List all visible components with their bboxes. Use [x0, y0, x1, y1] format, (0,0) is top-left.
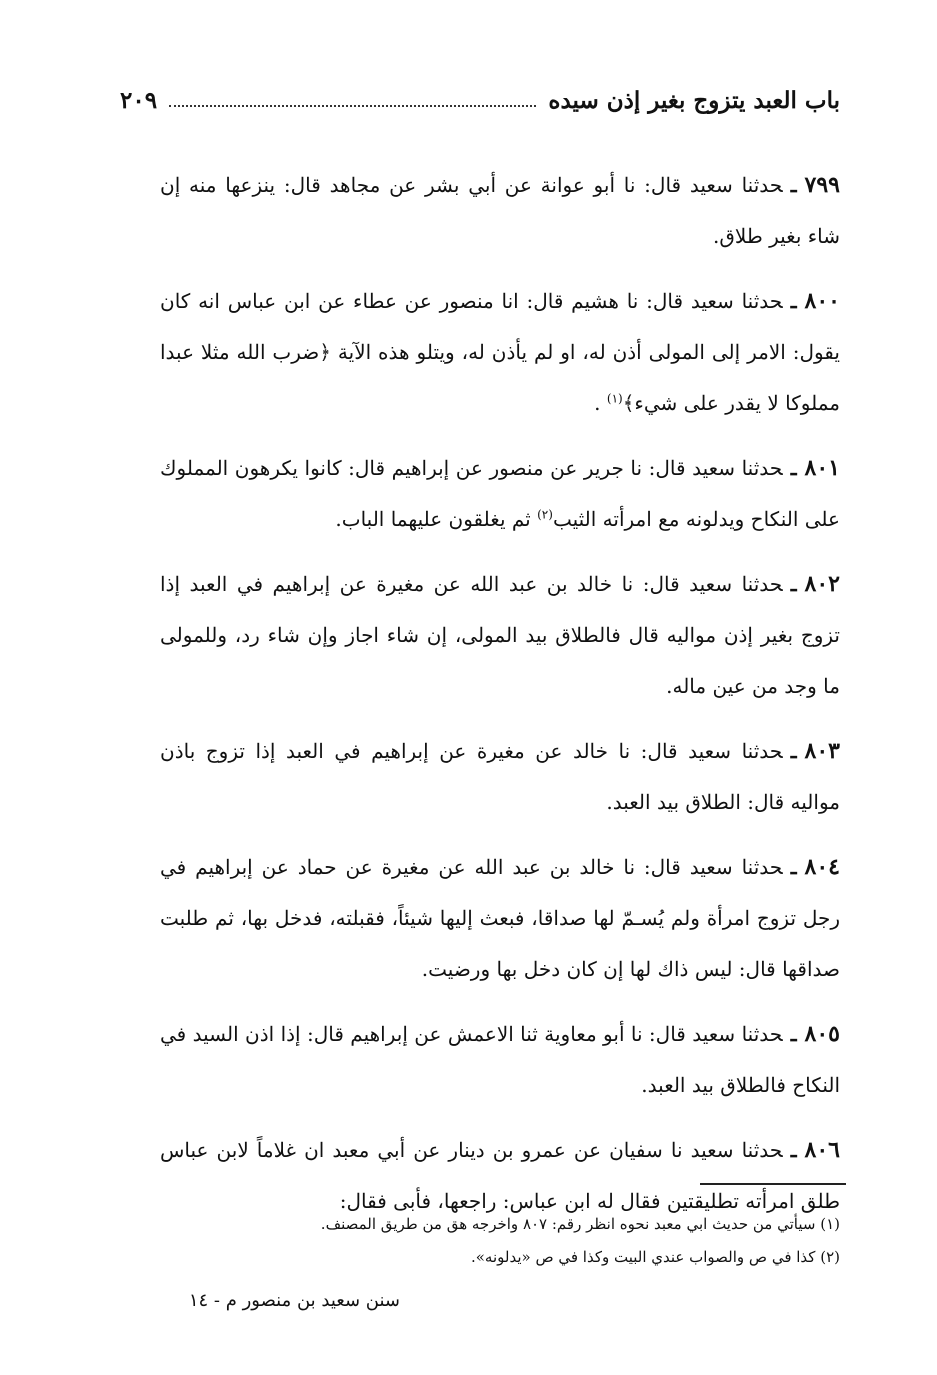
main-text [160, 160, 840, 1241]
hadith-tail: ثم يغلقون عليهما الباب. [335, 507, 531, 531]
hadith-text: حدثنا سعيد قال: نا خالد بن عبد الله عن مغيرة عن إبراهيم في العبد إذا تزوج بغير إذن مواليه قال فالطلاق بيد المولى، إن شاء اجاز وإن شاء رد، وللمولى ما وجد من عين ماله. [160, 572, 840, 698]
hadith-number: ٨٠١ [804, 455, 840, 481]
hadith-number: ٨٠٣ [804, 738, 840, 764]
footnote-ref[interactable]: (١) [606, 391, 623, 406]
hadith-text: حدثنا سعيد قال: نا جرير عن منصور عن إبراهيم قال: كانوا يكرهون المملوك على النكاح ويدلونه مع امرأته الثيب [160, 456, 840, 531]
footnote-1: (١) سيأتي من حديث ابي معبد نحوه انظر رقم: ٨٠٧ واخرجه هق من طريق المصنف. [320, 1215, 840, 1233]
footnote-ref[interactable]: (٢) [537, 507, 553, 522]
header-dotted-leader [169, 105, 536, 107]
hadith-number: ٧٩٩ [804, 172, 840, 198]
page-number: ٢٠٩ [120, 86, 158, 114]
hadith-799: ٧٩٩ـحدثنا سعيد قال: نا أبو عوانة عن أبي بشر عن مجاهد قال: ينزعها منه إن شاء بغير طلاق. [160, 172, 840, 248]
hadith-number: ٨٠٤ [804, 854, 840, 880]
hadith-text: حدثنا سعيد نا سفيان عن عمرو بن دينار عن أبي معبد ان غلاماً لابن عباس طلق امرأته تطليقتين فقال له ابن عباس: راجعها، فأبى فقال: [160, 1138, 840, 1213]
hadith-number: ٨٠٥ [804, 1021, 840, 1047]
running-header [120, 78, 840, 122]
hadith-number: ٨٠٢ [804, 571, 840, 597]
hadith-number: ٨٠٦ [804, 1137, 840, 1163]
hadith-text: حدثنا سعيد قال: نا خالد عن مغيرة عن إبراهيم في العبد إذا تزوج باذن مواليه قال: الطلاق بيد العبد. [160, 739, 840, 814]
hadith-text: حدثنا سعيد قال: نا أبو معاوية ثنا الاعمش عن إبراهيم قال: إذا اذن السيد في النكاح فالطلاق بيد العبد. [160, 1022, 840, 1097]
hadith-text: حدثنا سعيد قال: نا هشيم قال: انا منصور عن عطاء عن ابن عباس انه كان يقول: الامر إلى المولى أذن له، او لم يأذن له، ويتلو هذه الآية ﴿ضرب الله مثلا عبدا مملوكا لا يقدر على شيء﴾ [160, 289, 840, 415]
footnote-separator [700, 1183, 846, 1185]
hadith-802: ٨٠٢ـحدثنا سعيد قال: نا خالد بن عبد الله عن مغيرة عن إبراهيم في العبد إذا تزوج بغير إذن مواليه قال فالطلاق بيد المولى، إن شاء اجاز وإن شاء رد، وللمولى ما وجد من عين ماله. [160, 571, 840, 698]
chapter-title: باب العبد يتزوج بغير إذن سيده [548, 86, 840, 114]
footnote-2: (٢) كذا في ص والصواب عندي البيت وكذا في ص «يدلونه». [470, 1248, 840, 1266]
hadith-800: ٨٠٠ـحدثنا سعيد قال: نا هشيم قال: انا منصور عن عطاء عن ابن عباس انه كان يقول: الامر إلى المولى أذن له، او لم يأذن له، ويتلو هذه الآية ﴿ضرب الله مثلا عبدا مملوكا لا يقدر على شيء﴾$^{(١)}$ . [160, 288, 840, 415]
hadith-text: حدثنا سعيد قال: نا خالد بن عبد الله عن مغيرة عن حماد عن إبراهيم في رجل تزوج امرأة ولم يُسـمّ لها صداقا، فبعث إليها شيئاً، فقبلته، فدخل بها، ثم طلبت صداقها قال: ليس ذاك لها إن كان دخل بها ورضيت. [160, 855, 840, 981]
print-signature: سنن سعيد بن منصور م - ١٤ [188, 1290, 400, 1311]
hadith-806: ٨٠٦ـحدثنا سعيد نا سفيان عن عمرو بن دينار عن أبي معبد ان غلاماً لابن عباس طلق امرأته تطليقتين فقال له ابن عباس: راجعها، فأبى فقال: [160, 1137, 840, 1213]
hadith-803: ٨٠٣ـحدثنا سعيد قال: نا خالد عن مغيرة عن إبراهيم في العبد إذا تزوج باذن مواليه قال: الطلاق بيد العبد. [160, 738, 840, 814]
hadith-804: ٨٠٤ـحدثنا سعيد قال: نا خالد بن عبد الله عن مغيرة عن حماد عن إبراهيم في رجل تزوج امرأة ولم يُسـمّ لها صداقا، فبعث إليها شيئاً، فقبلته، فدخل بها، ثم طلبت صداقها قال: ليس ذاك لها إن كان دخل بها ورضيت. [160, 854, 840, 981]
hadith-801: ٨٠١ـحدثنا سعيد قال: نا جرير عن منصور عن إبراهيم قال: كانوا يكرهون المملوك على النكاح ويدلونه مع امرأته الثيب$^{(٢)}$ ثم يغلقون عليهما الباب. [160, 455, 840, 531]
footnotes [150, 1208, 840, 1274]
hadith-text: حدثنا سعيد قال: نا أبو عوانة عن أبي بشر عن مجاهد قال: ينزعها منه إن شاء بغير طلاق. [160, 173, 840, 248]
hadith-number: ٨٠٠ [804, 288, 840, 314]
hadith-805: ٨٠٥ـحدثنا سعيد قال: نا أبو معاوية ثنا الاعمش عن إبراهيم قال: إذا اذن السيد في النكاح فالطلاق بيد العبد. [160, 1021, 840, 1097]
hadith-tail: . [594, 391, 601, 415]
